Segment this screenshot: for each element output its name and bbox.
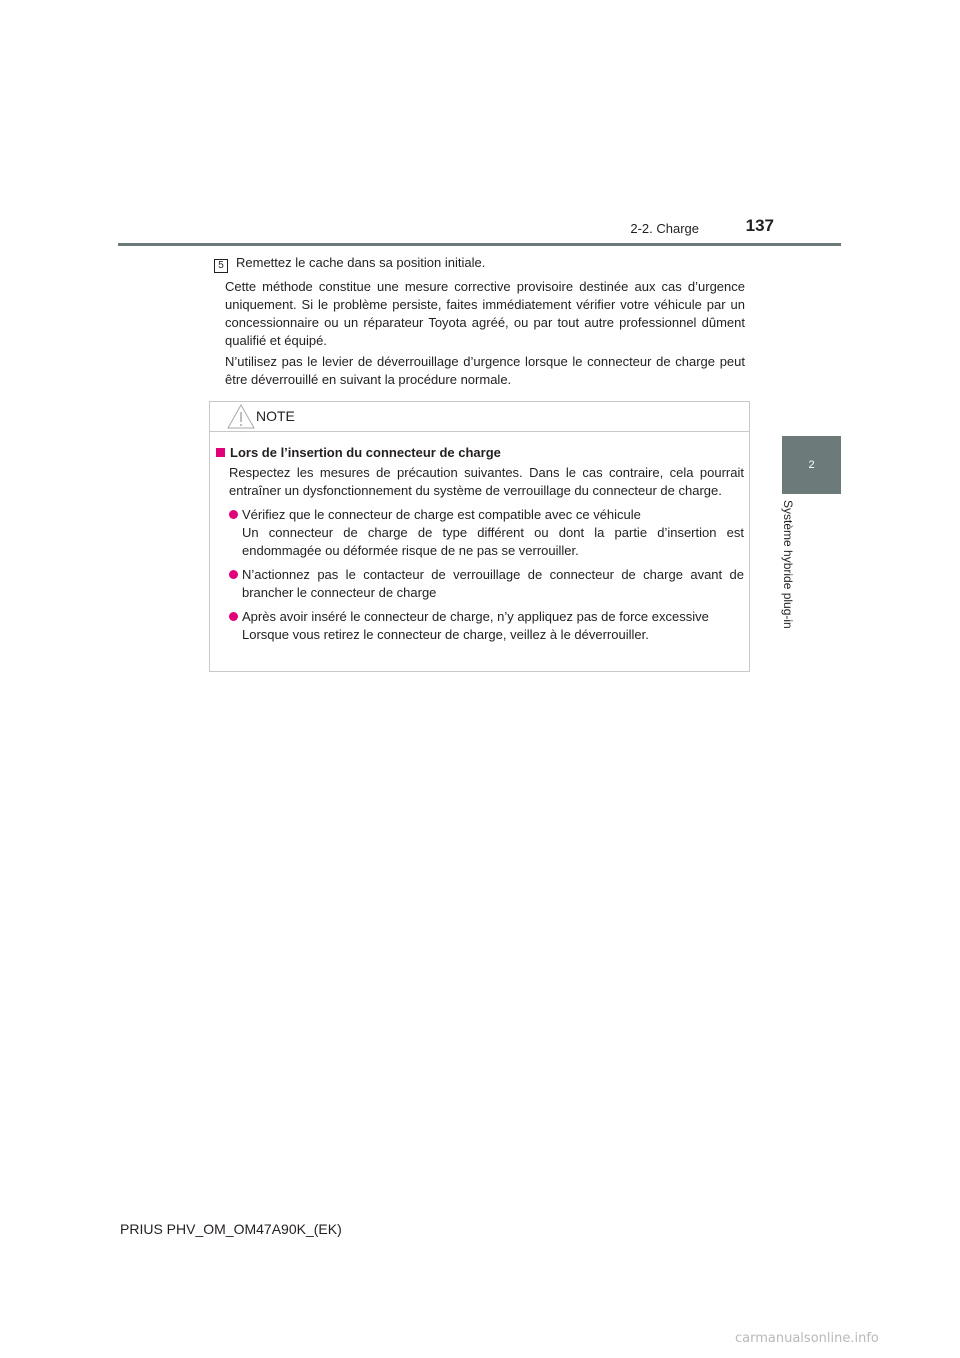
note-title: NOTE [256, 408, 295, 424]
circle-bullet-icon [229, 570, 238, 579]
bullet-desc: Un connecteur de charge de type différent ou dont la partie d’insertion est endommagée ou déformée risque de ne pas se verrouiller. [242, 525, 744, 558]
section-title: 2-2. Charge [630, 221, 699, 236]
step-5 [214, 254, 754, 273]
note-box [209, 401, 750, 672]
note-bullet-item [229, 608, 744, 644]
chapter-label-text: Système hybride plug-in [781, 500, 795, 629]
note-body [216, 444, 744, 644]
step-number-box: 5 [214, 259, 228, 273]
note-heading [216, 444, 744, 462]
circle-bullet-icon [229, 612, 238, 621]
header-divider [118, 243, 841, 246]
bullet-title: N’actionnez pas le contacteur de verrouillage de connecteur de charge avant de brancher le connecteur de charge [242, 567, 744, 600]
page-number: 137 [745, 216, 774, 235]
note-intro: Respectez les mesures de précaution suivantes. Dans le cas contraire, cela pourrait entraîner un dysfonctionnement du système de verrouillage du connecteur de charge. [229, 465, 744, 498]
chapter-tab[interactable] [782, 436, 841, 494]
note-bullet-item [229, 506, 744, 560]
warning-triangle-icon [227, 404, 255, 429]
note-bullet-item [229, 566, 744, 602]
note-heading-text: Lors de l’insertion du connecteur de charge [230, 445, 501, 460]
chapter-number: 2 [808, 459, 815, 471]
note-header [210, 402, 749, 432]
paragraph-emergency-measure: Cette méthode constitue une mesure corrective provisoire destinée aux cas d’urgence uniquement. Si le problème persiste, faites immédiatement vérifier votre véhicule par un concessionnaire ou un réparateur Toyota agréé, ou par tout autre professionnel dûment qualifié et équipé. [225, 279, 745, 348]
footer-document-code: PRIUS PHV_OM_OM47A90K_(EK) [120, 1221, 342, 1237]
paragraph-do-not-use-lever: N’utilisez pas le levier de déverrouillage d’urgence lorsque le connecteur de charge peut être déverrouillé en suivant la procédure normale. [225, 354, 745, 387]
square-bullet-icon [216, 448, 225, 457]
watermark: carmanualsonline.info [735, 1331, 879, 1346]
bullet-desc: Lorsque vous retirez le connecteur de charge, veillez à le déverrouiller. [242, 627, 649, 642]
bullet-title: Vérifiez que le connecteur de charge est compatible avec ce véhicule [242, 507, 641, 522]
step-text: Remettez le cache dans sa position initiale. [236, 255, 486, 270]
bullet-title: Après avoir inséré le connecteur de charge, n’y appliquez pas de force excessive [242, 609, 709, 624]
circle-bullet-icon [229, 510, 238, 519]
